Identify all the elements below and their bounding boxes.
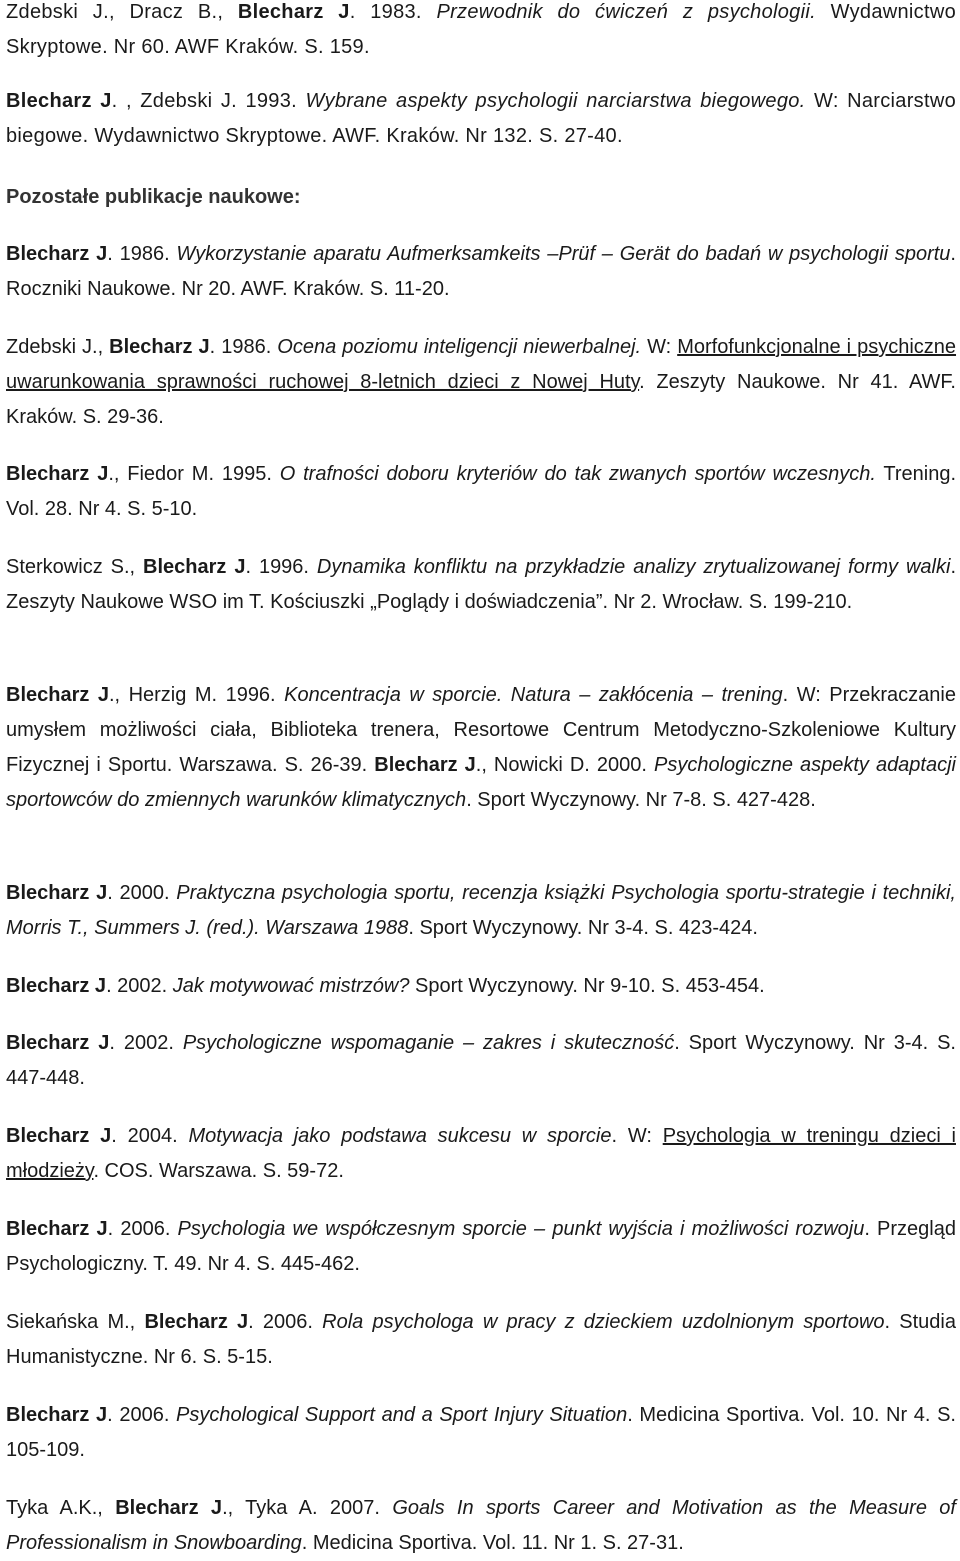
citation-1996-konflikt	[6, 550, 956, 620]
citation-1986-inteligencja	[6, 330, 956, 435]
citation-2004-motywacja	[6, 1119, 956, 1189]
work-title: Przewodnik do ćwiczeń z psychologii.	[436, 1, 816, 23]
citation-text: . 1986.	[209, 336, 278, 358]
citation-text: Tyka A.K.,	[6, 1497, 116, 1519]
author-name: Blecharz J	[6, 90, 112, 112]
citation-1986-aufmerksamkeit	[6, 237, 956, 307]
section-heading	[6, 180, 956, 215]
citation-text: . Sport Wyczynowy. Nr 3-4. S. 447-448.	[6, 1032, 956, 1089]
author-name: Blecharz J	[6, 463, 109, 485]
citation-text: W:	[641, 336, 678, 358]
citation-2000-praktyczna	[6, 876, 956, 946]
work-title: Rola psychologa w pracy z dzieckiem uzdolnionym sportowo	[322, 1311, 885, 1333]
citation-text: . Zeszyty Naukowe. Nr 41. AWF. Kraków. S. 29-36.	[6, 371, 956, 428]
citation-text: . 1983.	[349, 1, 437, 23]
citation-text: . Sport Wyczynowy. Nr 7-8. S. 427-428.	[466, 789, 816, 811]
author-name: Blecharz J	[6, 684, 109, 706]
citation-text: . Medicina Sportiva. Vol. 10. Nr 4. S. 105-109.	[6, 1404, 956, 1461]
work-title: Dynamika konfliktu na przykładzie analizy zrytualizowanej formy walki	[316, 556, 951, 578]
author-name: Blecharz J	[6, 1218, 108, 1240]
citation-text: . 1996.	[245, 556, 317, 578]
citation-text: . 2002.	[106, 975, 173, 997]
citation-text: Zdebski J., Dracz B.,	[6, 1, 238, 23]
citation-text: Sterkowicz S.,	[6, 556, 144, 578]
citation-text: . Studia Humanistyczne. Nr 6. S. 5-15.	[6, 1311, 956, 1368]
work-title: Goals In sports Career and Motivation as the Measure of Professionalism in Snowboarding	[6, 1497, 956, 1554]
author-name: Blecharz J	[6, 975, 107, 997]
work-title: Wykorzystanie aparatu Aufmerksamkeits –Prüf – Gerät do badań w psychologii sportu	[176, 243, 951, 265]
author-name: Blecharz J	[109, 336, 210, 358]
citation-2006-rola	[6, 1305, 956, 1375]
citation-2007-goals	[6, 1491, 956, 1561]
collection-title: Morfofunkcjonalne i psychiczne uwarunkowania sprawności ruchowej 8-letnich dzieci z Nowej Huty	[6, 336, 957, 393]
author-name: Blecharz J	[6, 1404, 108, 1426]
citation-text: . COS. Warszawa. S. 59-72.	[93, 1160, 344, 1182]
work-title: Praktyczna psychologia sportu, recenzja książki Psychologia sportu-strategie i techniki, Morris T., Summers J. (red.). Warszawa 1988	[6, 882, 956, 939]
citation-text: . Zeszyty Naukowe WSO im T. Kościuszki „Poglądy i doświadczenia”. Nr 2. Wrocław. S. 199-210.	[6, 556, 957, 613]
author-name: Blecharz J	[143, 556, 246, 578]
author-name: Blecharz J	[115, 1497, 223, 1519]
collection-title: Psychologia w treningu dzieci i młodzieży	[6, 1125, 956, 1182]
work-title: Wybrane aspekty psychologii narciarstwa biegowego.	[305, 90, 806, 112]
citation-2002-wspomaganie	[6, 1026, 956, 1096]
citation-text: . W: Przekraczanie umysłem możliwości ciała, Biblioteka trenera, Resortowe Centrum Metodyczno-Szkoleniowe Kultury Fizycznej i Sportu. Warszawa. S. 26-39.	[6, 684, 956, 776]
work-title: Ocena poziomu inteligencji niewerbalnej.	[277, 336, 642, 358]
author-name: Blecharz J	[237, 1, 350, 23]
citation-2006-wspolczesny	[6, 1212, 956, 1282]
citation-1995-trafnosc	[6, 457, 956, 527]
work-title: Jak motywować mistrzów?	[172, 975, 410, 997]
author-name: Blecharz J	[6, 1125, 112, 1147]
citation-text: . Sport Wyczynowy. Nr 3-4. S. 423-424.	[408, 917, 758, 939]
citation-2006-injury	[6, 1398, 956, 1468]
citation-text: Wydawnictwo Skryptowe. Nr 60. AWF Kraków. S. 159.	[6, 1, 956, 58]
author-name: Blecharz J	[6, 882, 108, 904]
citation-text: ., Fiedor M. 1995.	[108, 463, 280, 485]
work-title: Psychological Support and a Sport Injury Situation	[176, 1404, 628, 1426]
citation-1996-koncentracja	[6, 678, 956, 818]
citation-text: . W:	[611, 1125, 663, 1147]
citation-text: W: Narciarstwo biegowe. Wydawnictwo Skryptowe. AWF. Kraków. Nr 132. S. 27-40.	[6, 90, 956, 147]
work-title: Psychologiczne aspekty adaptacji sportowców do zmiennych warunków klimatycznych	[6, 754, 956, 811]
citation-text: . 2006.	[107, 1404, 177, 1426]
citation-1993	[6, 84, 956, 154]
work-title: Motywacja jako podstawa sukcesu w sporcie	[188, 1125, 612, 1147]
citation-text: . , Zdebski J. 1993.	[111, 90, 306, 112]
author-name: Blecharz J	[374, 754, 476, 776]
work-title: Psychologiczne wspomaganie – zakres i skuteczność	[182, 1032, 675, 1054]
citation-text: ., Herzig M. 1996.	[108, 684, 285, 706]
citation-text: . Przegląd Psychologiczny. T. 49. Nr 4. S. 445-462.	[6, 1218, 956, 1275]
citation-text: . 2002.	[109, 1032, 183, 1054]
citation-text: . 1986.	[107, 243, 177, 265]
citation-text: Zdebski J.,	[6, 336, 110, 358]
citation-text: Sport Wyczynowy. Nr 9-10. S. 453-454.	[409, 975, 765, 997]
citation-text: . Medicina Sportiva. Vol. 11. Nr 1. S. 27-31.	[301, 1532, 684, 1554]
author-name: Blecharz J	[6, 243, 108, 265]
work-title: O trafności doboru kryteriów do tak zwanych sportów wczesnych.	[279, 463, 876, 485]
work-title: Koncentracja w sporcie. Natura – zakłócenia – trening	[284, 684, 783, 706]
citation-1983	[6, 0, 956, 65]
citation-text: . Roczniki Naukowe. Nr 20. AWF. Kraków. S. 11-20.	[6, 243, 956, 300]
citation-text: . 2004.	[111, 1125, 189, 1147]
author-name: Blecharz J	[6, 1032, 110, 1054]
citation-2002-motywowac	[6, 969, 956, 1004]
citation-text: . 2000.	[107, 882, 177, 904]
section-heading-text: Pozostałe publikacje naukowe:	[6, 186, 301, 208]
citation-text: . 2006.	[107, 1218, 178, 1240]
citation-text: Trening. Vol. 28. Nr 4. S. 5-10.	[6, 463, 956, 520]
citation-text: ., Tyka A. 2007.	[222, 1497, 393, 1519]
work-title: Psychologia we współczesnym sporcie – punkt wyjścia i możliwości rozwoju	[177, 1218, 865, 1240]
author-name: Blecharz J	[144, 1311, 249, 1333]
citation-text: ., Nowicki D. 2000.	[475, 754, 654, 776]
citation-text: Siekańska M.,	[6, 1311, 145, 1333]
citation-text: . 2006.	[248, 1311, 323, 1333]
